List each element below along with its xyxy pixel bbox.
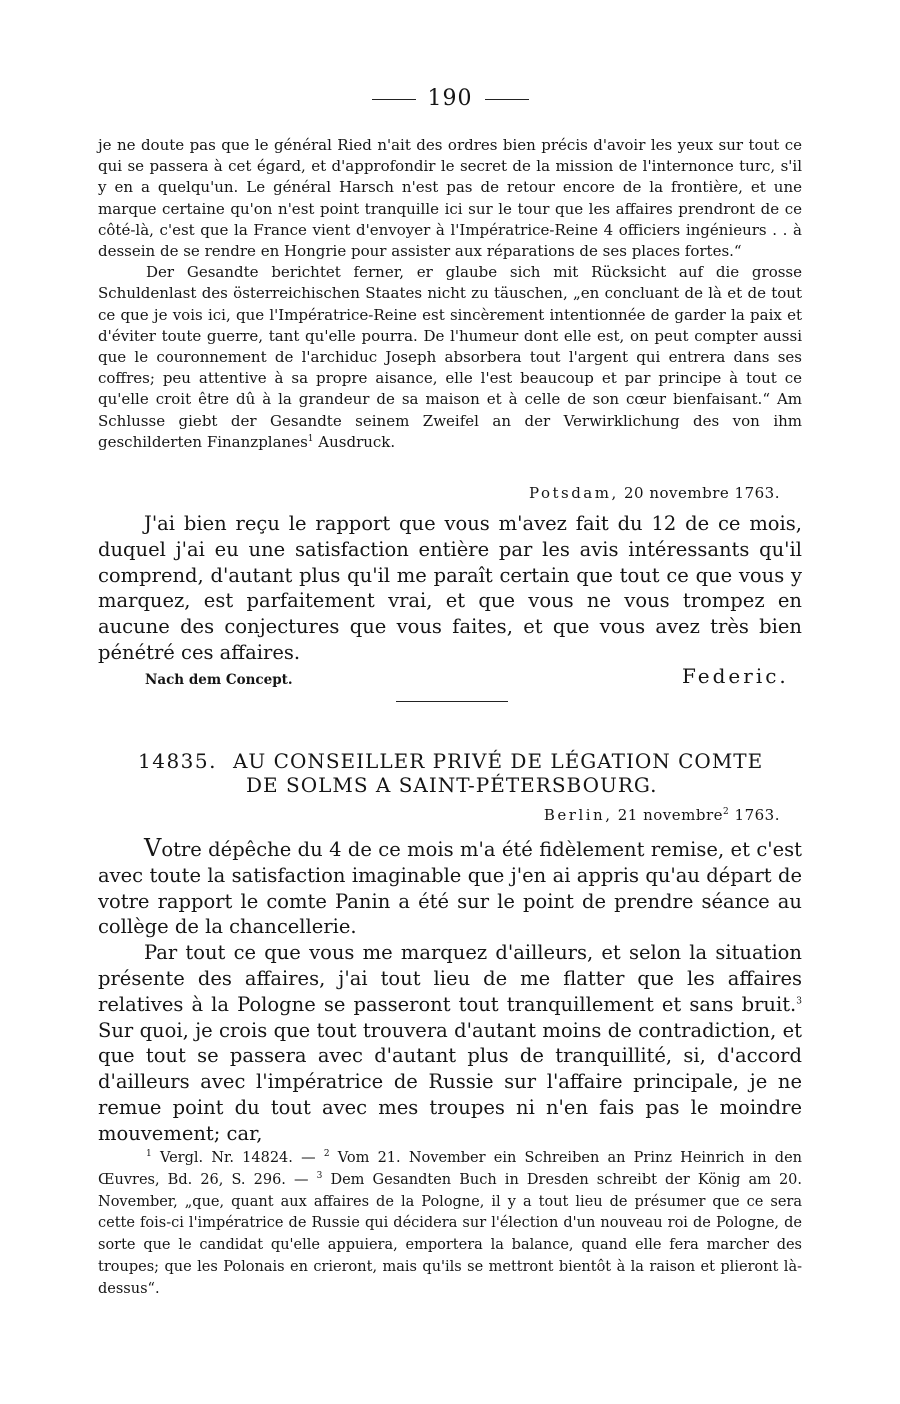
para2-text-b: Sur quoi, je crois que tout trouvera d'autant moins de contradiction, et que tout se passera avec d'autant plus de tranquillité, si, d'accord d'ailleurs avec l'impératrice de Russie sur l'affaire principale, je ne remue point du tout avec mes troupes ni n'en fais pas le moindre mouvement; car, (98, 1018, 802, 1145)
letter2-date-year: 1763. (734, 806, 780, 824)
footnote-ref: 3 (796, 996, 802, 1007)
page-number: 190 (427, 86, 473, 111)
quote-continuation: je ne doute pas que le général Ried n'ait des ordres bien précis d'avoir les yeux sur tout ce qui se passera à cet égard, et d'approfondir le secret de la mission de l'internonce turc, s'il y en a quelqu'un. Le général Harsch n'est pas de retour encore de la frontière, et une marque certaine qu'on n'est point tranquille ici sur le tour que les affaires prendront de ce côté-là, c'est que la France vient d'envoyer à l'Impératrice-Reine 4 officiers ingénieurs . . à dessein de se rendre en Hongrie pour assister aux réparations de ses places fortes.“ (98, 136, 802, 261)
footnote-3: Dem Gesandten Buch in Dresden schreibt der König am 20. November, „que, quant aux affaires de la Pologne, il y a tout lieu de présumer que ce sera cette fois-ci l'impératrice de Russie qui décidera sur l'élection d'un nouveau roi de Pologne, de sorte que le candidat qu'elle appuiera, emportera la balance, quand elle fera marcher des troupes; que les Polonais en crieront, mais qu'ils se mettront bientôt à la raison et plieront là-dessus“. (98, 1171, 803, 1297)
letter1-dateline (529, 484, 780, 502)
page-number-line (0, 86, 900, 111)
letter2-heading-line1 (138, 749, 763, 773)
footnote-ref: 1 (307, 433, 314, 444)
summary-text: Der Gesandte berichtet ferner, er glaube sich mit Rücksicht auf die grosse Schuldenlast des österreichischen Staates nicht zu täuschen, „en concluant de là et de tout ce que je vois ici, que l'Impératrice-Reine est sincèrement intentionnée de garder la paix et d'éviter toute guerre, tant qu'elle pourra. De l'humeur dont elle est, on peut compter aussi que le couronnement de l'archiduc Joseph absorbera tout l'argent qui entrera dans ses coffres; peu attentive à sa propre aisance, elle l'est beaucoup et par principe à tout ce qu'elle croit être dû à la grandeur de sa maison et à celle de son cœur bienfaisant.“ Am Schlusse giebt der Gesandte seinem Zweifel an der Verwirklichung des von ihm geschilderten Finanzplanes (98, 263, 802, 451)
letter-number: 14835. (138, 749, 217, 773)
letter1-date: 20 novembre 1763. (624, 484, 780, 502)
section-divider (396, 701, 508, 702)
letter2-heading-line2: DE SOLMS A SAINT-PÉTERSBOURG. (246, 773, 658, 797)
letter2-para2 (98, 940, 802, 1146)
letter1-text: J'ai bien reçu le rapport que vous m'avez fait du 12 de ce mois, duquel j'ai eu une satisfaction entière par les avis intéressants qu'il comprend, d'autant plus qu'il me paraît certain que tout ce que vous y marquez, est parfaitement vrai, et que vous ne vous trompez en aucune des conjectures que vous faites, et que vous avez très bien pénétré ces affaires. (98, 512, 802, 664)
summary-end: Ausdruck. (318, 432, 396, 451)
footnote-ref: 2 (723, 807, 730, 817)
letter2-dateline (544, 806, 780, 824)
letter1-body (98, 511, 802, 666)
initial-letter: V (144, 834, 162, 862)
report-excerpt (98, 135, 802, 453)
footnotes (98, 1148, 802, 1301)
letter1-place: Potsdam, (528, 484, 619, 502)
letter2-place: Berlin, (543, 806, 613, 824)
footnote-block (98, 1148, 802, 1301)
letter2-date-day: 21 novembre (617, 806, 724, 824)
footnote-2: Vom 21. November ein Schreiben an Prinz Heinrich in den Œuvres, Bd. 26, S. 296. — (98, 1150, 802, 1188)
signature: Federic. (682, 664, 789, 688)
para1-text: otre dépêche du 4 de ce mois m'a été fidèlement remise, et c'est avec toute la satisfaction imaginable que j'en ai appris qu'au départ de votre rapport le comte Panin a été sur le point de prendre séance au collège de la chancellerie. (98, 838, 802, 939)
para2-text-a: Par tout ce que vous me marquez d'ailleurs, et selon la situation présente des affaires, j'ai tout lieu de me flatter que les affaires relatives à la Pologne se passeront tout tranquillement et sans bruit. (98, 941, 802, 1016)
report-summary (98, 262, 802, 453)
right-dash (485, 99, 529, 100)
footnote-marker: 1 (146, 1149, 152, 1160)
letter2-para1 (98, 836, 802, 940)
footnote-marker: 3 (316, 1170, 323, 1181)
left-dash (372, 99, 416, 100)
source-note: Nach dem Concept. (145, 672, 293, 688)
footnote-1: Vergl. Nr. 14824. — (159, 1150, 316, 1166)
footnote-marker: 2 (323, 1149, 330, 1160)
letter2-body (98, 836, 802, 1147)
heading-text-1: AU CONSEILLER PRIVÉ DE LÉGATION COMTE (232, 749, 764, 773)
